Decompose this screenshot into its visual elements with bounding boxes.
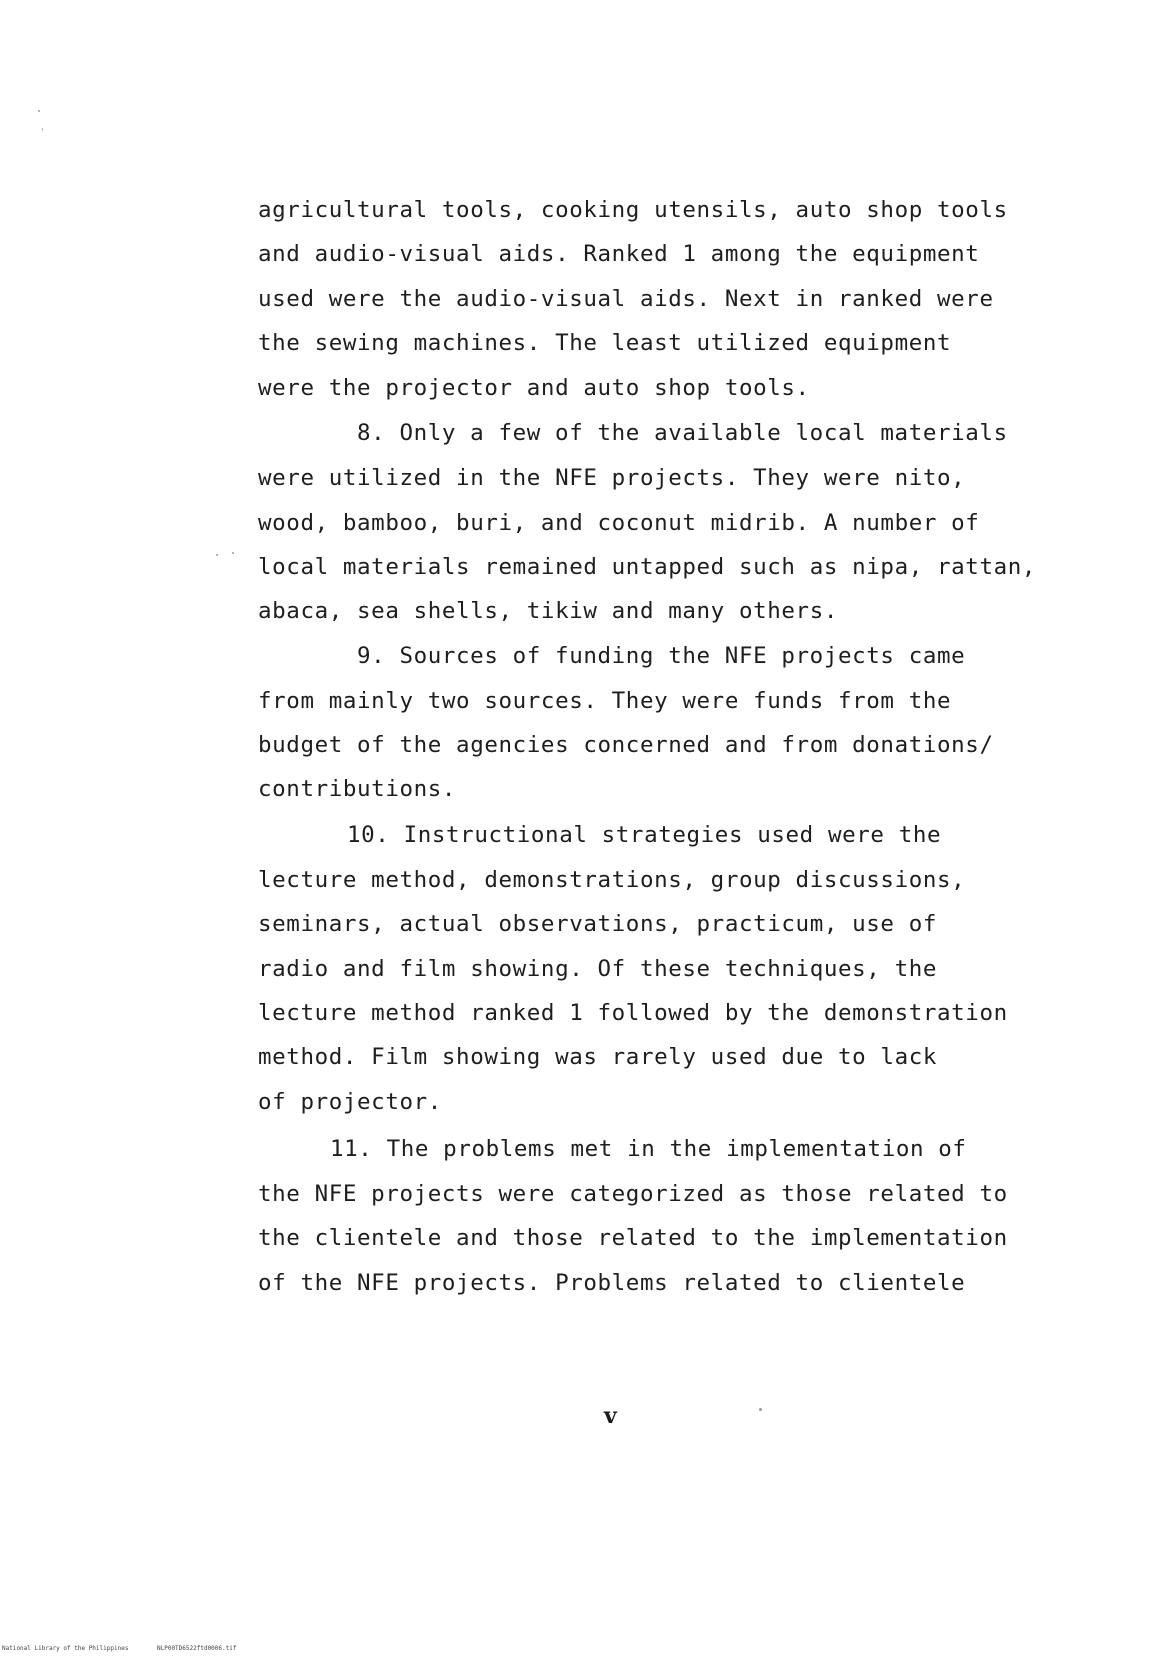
text-line: were the projector and auto shop tools. [258, 375, 810, 401]
scan-speck [232, 552, 234, 554]
paragraph-9-start: 9. Sources of funding the NFE projects came [357, 643, 966, 669]
scan-speck [216, 554, 218, 556]
text-line: abaca, sea shells, tikiw and many others. [258, 598, 838, 624]
footer-file-id: NLP00TD6522ftd0006.tif [157, 1645, 237, 1652]
text-line: were utilized in the NFE projects. They were nito, [258, 465, 966, 491]
paragraph-8-start: 8. Only a few of the available local materials [357, 420, 1008, 446]
text-line: and audio-visual aids. Ranked 1 among the equipment [258, 241, 980, 267]
text-line: the NFE projects were categorized as those related to [258, 1181, 1008, 1207]
text-line: lecture method ranked 1 followed by the demonstration [258, 1000, 1008, 1026]
scan-speck [38, 110, 40, 112]
paragraph-10-start: 10. Instructional strategies used were the [347, 822, 942, 848]
text-line: the sewing machines. The least utilized equipment [258, 330, 952, 356]
text-line: seminars, actual observations, practicum, use of [258, 911, 938, 937]
scan-speck [42, 128, 43, 131]
text-line: wood, bamboo, buri, and coconut midrib. A number of [258, 510, 980, 536]
text-line: method. Film showing was rarely used due to lack [258, 1044, 938, 1070]
text-line: contributions. [258, 776, 457, 802]
text-line: lecture method, demonstrations, group discussions, [258, 867, 966, 893]
page-number: v [604, 1403, 617, 1429]
paragraph-11-start: 11. The problems met in the implementation of [330, 1136, 967, 1162]
footer-library: National Library of the Philippines [2, 1645, 129, 1652]
text-line: agricultural tools, cooking utensils, auto shop tools [258, 197, 1008, 223]
text-line: the clientele and those related to the implementation [258, 1225, 1008, 1251]
text-line: used were the audio-visual aids. Next in ranked were [258, 286, 994, 312]
text-line: of projector. [258, 1089, 442, 1115]
text-line: radio and film showing. Of these techniques, the [258, 956, 938, 982]
scan-speck [759, 1408, 762, 1411]
text-line: of the NFE projects. Problems related to clientele [258, 1270, 966, 1296]
text-line: from mainly two sources. They were funds from the [258, 688, 952, 714]
text-line: budget of the agencies concerned and from donations/ [258, 732, 994, 758]
text-line: local materials remained untapped such as nipa, rattan, [258, 554, 1037, 580]
